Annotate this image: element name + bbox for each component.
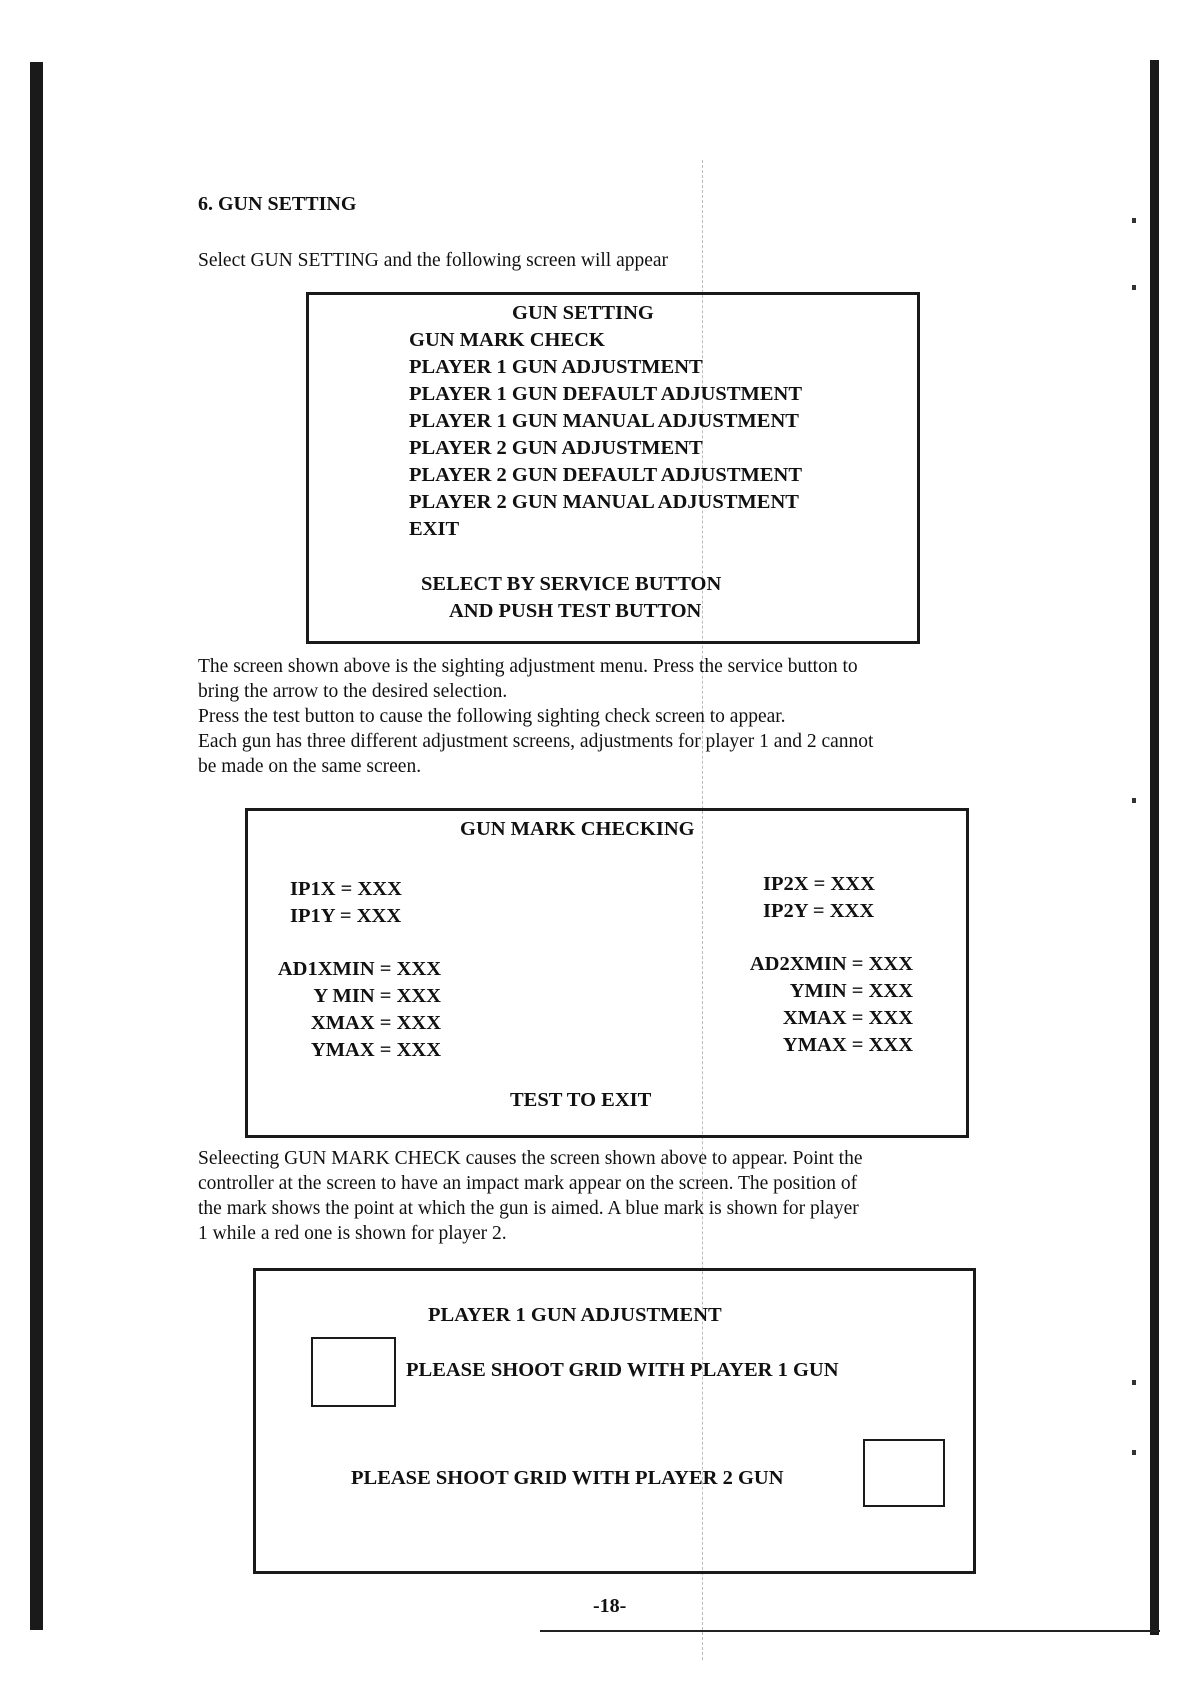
paragraph-line: Press the test button to cause the following sighting check screen to appear.	[198, 706, 786, 727]
p1-target-grid[interactable]	[311, 1337, 396, 1407]
push-instruction: AND PUSH TEST BUTTON	[449, 600, 702, 622]
scan-bottom-line	[540, 1630, 1160, 1632]
menu-item-exit[interactable]: EXIT	[409, 518, 460, 540]
value-line: IP2X = XXX	[763, 873, 875, 895]
gun-setting-title: GUN SETTING	[512, 302, 654, 324]
intro-text: Select GUN SETTING and the following screen will appear	[198, 250, 669, 271]
select-instruction: SELECT BY SERVICE BUTTON	[421, 573, 722, 595]
p1-ad-values	[261, 956, 441, 1064]
test-to-exit: TEST TO EXIT	[510, 1089, 652, 1111]
value-line: XMAX = XXX	[310, 1012, 441, 1034]
paragraph-line: Each gun has three different adjustment screens, adjustments for player 1 and 2 cannot	[198, 731, 874, 752]
paragraph-line: the mark shows the point at which the gun is aimed. A blue mark is shown for player	[198, 1198, 859, 1219]
menu-item-p2-default-adjustment[interactable]: PLAYER 2 GUN DEFAULT ADJUSTMENT	[409, 464, 802, 486]
menu-item-gun-mark-check[interactable]: GUN MARK CHECK	[409, 329, 605, 351]
adjustment-title: PLAYER 1 GUN ADJUSTMENT	[428, 1304, 722, 1326]
scan-right-margin-bar	[1150, 60, 1159, 1635]
paragraph-line: 1 while a red one is shown for player 2.	[198, 1223, 507, 1244]
menu-item-p1-manual-adjustment[interactable]: PLAYER 1 GUN MANUAL ADJUSTMENT	[409, 410, 799, 432]
value-line: IP2Y = XXX	[763, 900, 875, 922]
menu-item-p2-gun-adjustment[interactable]: PLAYER 2 GUN ADJUSTMENT	[409, 437, 703, 459]
value-line: IP1Y = XXX	[290, 905, 402, 927]
p2-ad-values	[728, 951, 913, 1059]
p2-target-grid[interactable]	[863, 1439, 945, 1507]
menu-item-p1-gun-adjustment[interactable]: PLAYER 1 GUN ADJUSTMENT	[409, 356, 703, 378]
scan-left-margin-bar	[30, 62, 43, 1630]
paragraph-line: The screen shown above is the sighting adjustment menu. Press the service button to	[198, 656, 858, 677]
scan-dot	[1132, 218, 1136, 223]
value-line: AD1XMIN = XXX	[277, 958, 441, 980]
value-line: Y MIN = XXX	[313, 985, 441, 1007]
paragraph-line: Seleecting GUN MARK CHECK causes the screen shown above to appear. Point the	[198, 1148, 863, 1169]
gun-mark-description	[198, 1146, 1098, 1246]
scan-dot	[1132, 285, 1136, 290]
page-number: -18-	[593, 1595, 627, 1617]
scan-dot	[1132, 798, 1136, 803]
gun-mark-checking-screen	[245, 808, 969, 1138]
p2-ip-values	[763, 871, 875, 925]
p1-ip-values	[290, 876, 402, 930]
value-line: IP1X = XXX	[290, 878, 402, 900]
menu-item-p1-default-adjustment[interactable]: PLAYER 1 GUN DEFAULT ADJUSTMENT	[409, 383, 802, 405]
gun-setting-screen	[306, 292, 920, 644]
menu-description	[198, 654, 1098, 779]
scan-dot	[1132, 1380, 1136, 1385]
section-heading: 6. GUN SETTING	[198, 193, 357, 215]
scan-dot	[1132, 1450, 1136, 1455]
value-line: XMAX = XXX	[782, 1007, 913, 1029]
gun-adjustment-screen	[253, 1268, 976, 1574]
gun-mark-title: GUN MARK CHECKING	[460, 818, 695, 840]
value-line: AD2XMIN = XXX	[749, 953, 913, 975]
p2-shoot-prompt: PLEASE SHOOT GRID WITH PLAYER 2 GUN	[351, 1467, 784, 1489]
value-line: YMAX = XXX	[782, 1034, 913, 1056]
paragraph-line: bring the arrow to the desired selection.	[198, 681, 508, 702]
paragraph-line: controller at the screen to have an impact mark appear on the screen. The position of	[198, 1173, 858, 1194]
value-line: YMIN = XXX	[789, 980, 913, 1002]
menu-item-p2-manual-adjustment[interactable]: PLAYER 2 GUN MANUAL ADJUSTMENT	[409, 491, 799, 513]
paragraph-line: be made on the same screen.	[198, 756, 422, 777]
p1-shoot-prompt: PLEASE SHOOT GRID WITH PLAYER 1 GUN	[406, 1359, 839, 1381]
value-line: YMAX = XXX	[310, 1039, 441, 1061]
